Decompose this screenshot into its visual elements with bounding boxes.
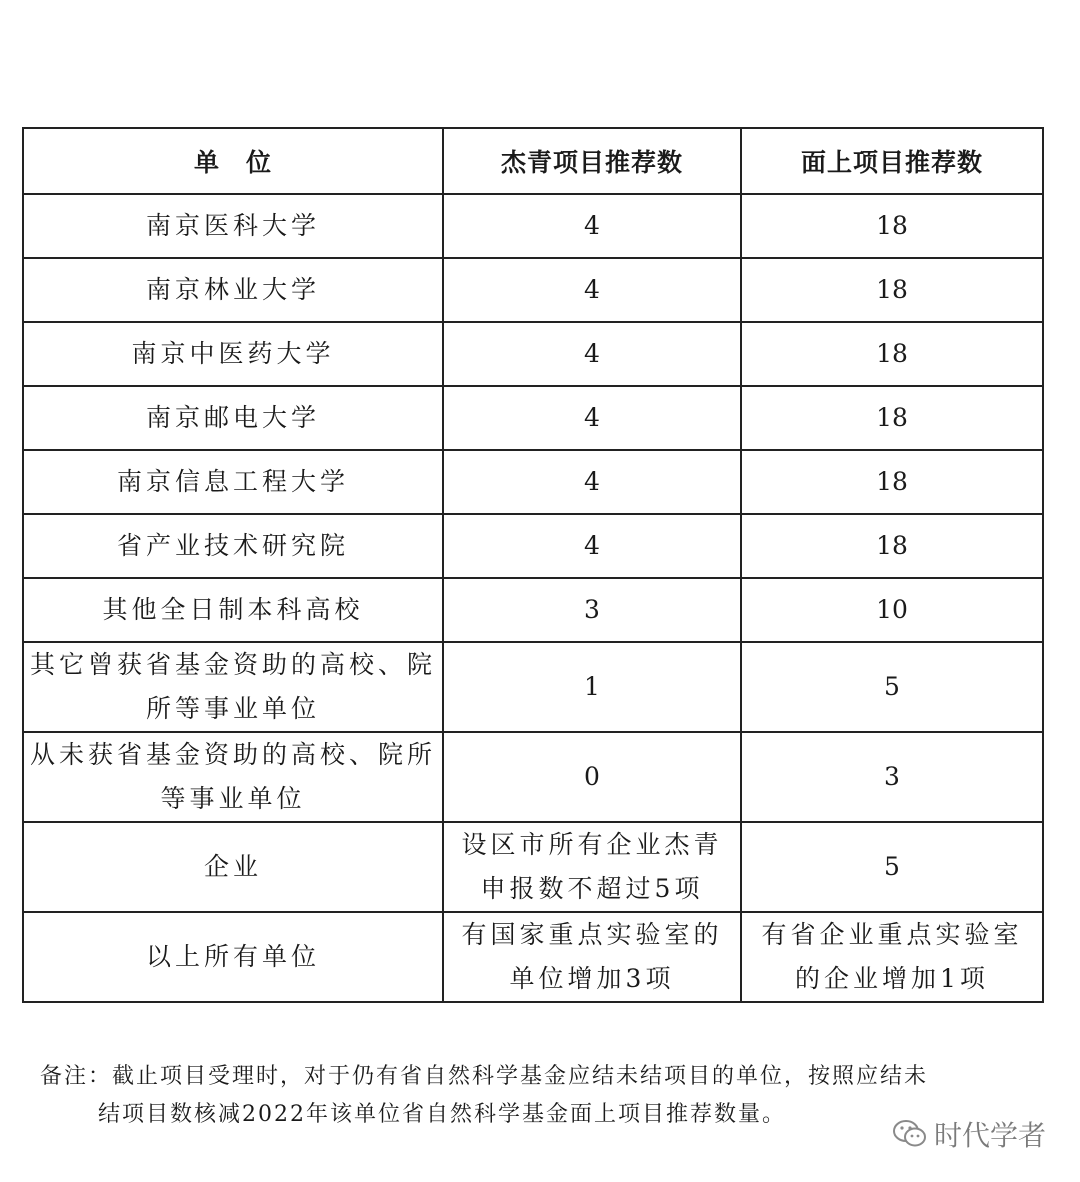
jieqing-cell: 4 <box>443 514 741 578</box>
unit-cell: 以上所有单位 <box>23 912 443 1002</box>
mianshang-cell: 18 <box>741 258 1043 322</box>
table-row <box>23 642 1043 732</box>
unit-cell: 南京医科大学 <box>23 194 443 258</box>
header-mianshang-count: 面上项目推荐数 <box>741 128 1043 194</box>
mianshang-cell: 18 <box>741 514 1043 578</box>
mianshang-cell: 18 <box>741 194 1043 258</box>
footnote-line-2: 结项目数核减2022年该单位省自然科学基金面上项目推荐数量。 <box>98 1102 786 1127</box>
table-row <box>23 194 1043 258</box>
table-row <box>23 912 1043 1002</box>
table-row <box>23 732 1043 822</box>
jieqing-cell: 4 <box>443 322 741 386</box>
footnote-line-1: 备注：截止项目受理时，对于仍有省自然科学基金应结未结项目的单位，按照应结未 <box>40 1064 929 1089</box>
recommendation-table-container <box>22 127 1042 1003</box>
table-row <box>23 578 1043 642</box>
mianshang-cell: 18 <box>741 386 1043 450</box>
wechat-icon <box>892 1119 928 1149</box>
mianshang-cell: 18 <box>741 450 1043 514</box>
mianshang-cell: 10 <box>741 578 1043 642</box>
table-row <box>23 322 1043 386</box>
watermark-text: 时代学者 <box>933 1119 1046 1152</box>
table-row <box>23 450 1043 514</box>
mianshang-cell: 18 <box>741 322 1043 386</box>
unit-cell: 其它曾获省基金资助的高校、院所等事业单位 <box>23 642 443 732</box>
mianshang-cell: 5 <box>741 822 1043 912</box>
jieqing-cell: 0 <box>443 732 741 822</box>
jieqing-cell: 设区市所有企业杰青申报数不超过5项 <box>443 822 741 912</box>
mianshang-cell: 5 <box>741 642 1043 732</box>
jieqing-cell: 3 <box>443 578 741 642</box>
unit-cell: 南京邮电大学 <box>23 386 443 450</box>
header-jieqing-count: 杰青项目推荐数 <box>443 128 741 194</box>
table-row <box>23 822 1043 912</box>
jieqing-cell: 4 <box>443 258 741 322</box>
watermark <box>892 1114 1046 1154</box>
unit-cell: 省产业技术研究院 <box>23 514 443 578</box>
jieqing-cell: 4 <box>443 450 741 514</box>
unit-cell: 南京中医药大学 <box>23 322 443 386</box>
unit-cell: 南京林业大学 <box>23 258 443 322</box>
mianshang-cell: 3 <box>741 732 1043 822</box>
mianshang-cell: 有省企业重点实验室的企业增加1项 <box>741 912 1043 1002</box>
table-row <box>23 514 1043 578</box>
footnote <box>40 1058 1040 1134</box>
table-row <box>23 386 1043 450</box>
table-header-row <box>23 128 1043 194</box>
unit-cell: 南京信息工程大学 <box>23 450 443 514</box>
jieqing-cell: 有国家重点实验室的单位增加3项 <box>443 912 741 1002</box>
recommendation-table <box>22 127 1044 1003</box>
table-row <box>23 258 1043 322</box>
header-unit: 单 位 <box>23 128 443 194</box>
jieqing-cell: 4 <box>443 386 741 450</box>
unit-cell: 从未获省基金资助的高校、院所等事业单位 <box>23 732 443 822</box>
jieqing-cell: 1 <box>443 642 741 732</box>
jieqing-cell: 4 <box>443 194 741 258</box>
unit-cell: 其他全日制本科高校 <box>23 578 443 642</box>
unit-cell: 企业 <box>23 822 443 912</box>
